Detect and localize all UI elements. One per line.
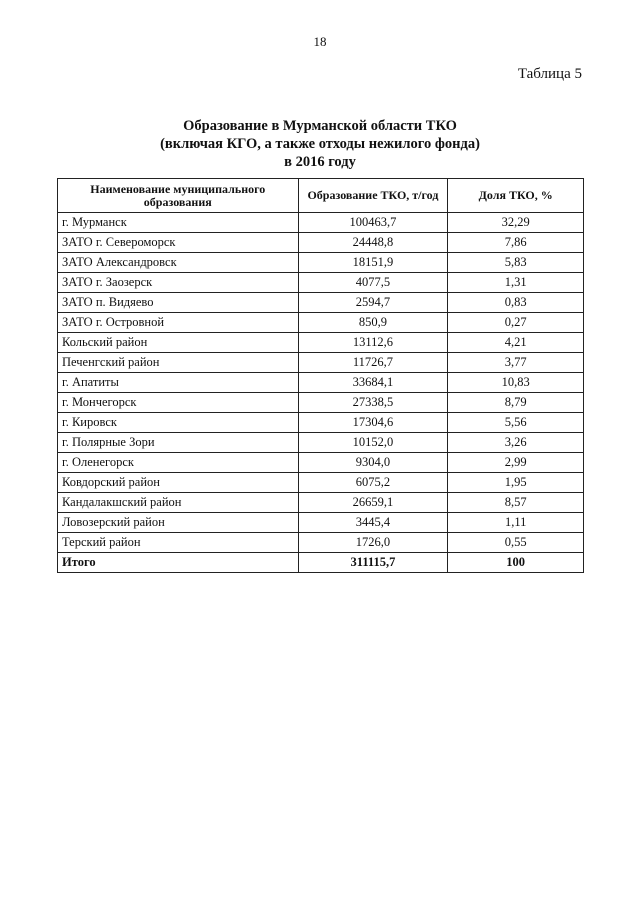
- page-number: 18: [313, 34, 327, 49]
- table-row: [58, 213, 584, 233]
- cell-volume: 10152,0: [298, 433, 448, 453]
- table-row: [58, 233, 584, 253]
- cell-share: 3,26: [448, 433, 584, 453]
- cell-volume: 27338,5: [298, 393, 448, 413]
- total-label: Итого: [58, 553, 299, 573]
- title-line-2: (включая КГО, а также отходы нежилого фонда): [160, 136, 480, 152]
- table-row: [58, 493, 584, 513]
- cell-municipality: г. Мончегорск: [58, 393, 299, 413]
- table-row: [58, 373, 584, 393]
- cell-volume: 9304,0: [298, 453, 448, 473]
- header-volume: Образование ТКО, т/год: [298, 179, 448, 213]
- cell-share: 3,77: [448, 353, 584, 373]
- table-row: [58, 513, 584, 533]
- cell-municipality: Печенгский район: [58, 353, 299, 373]
- cell-share: 8,57: [448, 493, 584, 513]
- cell-share: 8,79: [448, 393, 584, 413]
- table-row: [58, 273, 584, 293]
- cell-share: 2,99: [448, 453, 584, 473]
- cell-municipality: Терский район: [58, 533, 299, 553]
- cell-municipality: ЗАТО г. Островной: [58, 313, 299, 333]
- cell-share: 1,31: [448, 273, 584, 293]
- cell-volume: 6075,2: [298, 473, 448, 493]
- cell-share: 0,27: [448, 313, 584, 333]
- cell-share: 7,86: [448, 233, 584, 253]
- header-name: Наименование муниципального образования: [58, 179, 299, 213]
- cell-municipality: Ловозерский район: [58, 513, 299, 533]
- cell-volume: 17304,6: [298, 413, 448, 433]
- cell-volume: 24448,8: [298, 233, 448, 253]
- cell-municipality: г. Кировск: [58, 413, 299, 433]
- cell-municipality: Ковдорский район: [58, 473, 299, 493]
- cell-volume: 100463,7: [298, 213, 448, 233]
- cell-share: 4,21: [448, 333, 584, 353]
- cell-municipality: г. Полярные Зори: [58, 433, 299, 453]
- cell-municipality: Кандалакшский район: [58, 493, 299, 513]
- cell-share: 5,56: [448, 413, 584, 433]
- title-line-1: Образование в Мурманской области ТКО: [183, 118, 457, 134]
- cell-volume: 33684,1: [298, 373, 448, 393]
- cell-municipality: ЗАТО п. Видяево: [58, 293, 299, 313]
- cell-share: 0,55: [448, 533, 584, 553]
- cell-volume: 18151,9: [298, 253, 448, 273]
- table-row: [58, 253, 584, 273]
- table-label: Таблица 5: [517, 66, 582, 82]
- table-row: [58, 473, 584, 493]
- table-header-row: [58, 179, 584, 213]
- cell-volume: 13112,6: [298, 333, 448, 353]
- waste-table: [57, 178, 584, 573]
- table-row: [58, 353, 584, 373]
- table-row: [58, 313, 584, 333]
- header-share: Доля ТКО, %: [448, 179, 584, 213]
- table-row: [58, 433, 584, 453]
- cell-municipality: ЗАТО г. Североморск: [58, 233, 299, 253]
- total-share: 100: [448, 553, 584, 573]
- cell-municipality: г. Оленегорск: [58, 453, 299, 473]
- table-row: [58, 393, 584, 413]
- total-volume: 311115,7: [298, 553, 448, 573]
- cell-share: 1,11: [448, 513, 584, 533]
- cell-share: 32,29: [448, 213, 584, 233]
- cell-volume: 11726,7: [298, 353, 448, 373]
- cell-volume: 26659,1: [298, 493, 448, 513]
- table-row: [58, 333, 584, 353]
- cell-volume: 3445,4: [298, 513, 448, 533]
- cell-volume: 850,9: [298, 313, 448, 333]
- cell-municipality: г. Апатиты: [58, 373, 299, 393]
- cell-municipality: ЗАТО Александровск: [58, 253, 299, 273]
- cell-volume: 1726,0: [298, 533, 448, 553]
- title-line-3: в 2016 году: [284, 154, 356, 170]
- table-row: [58, 293, 584, 313]
- cell-municipality: ЗАТО г. Заозерск: [58, 273, 299, 293]
- cell-share: 5,83: [448, 253, 584, 273]
- table-row: [58, 533, 584, 553]
- table-row: [58, 453, 584, 473]
- cell-share: 10,83: [448, 373, 584, 393]
- cell-share: 1,95: [448, 473, 584, 493]
- document-title: [60, 117, 580, 171]
- table-row: [58, 413, 584, 433]
- total-row: [58, 553, 584, 573]
- cell-municipality: Кольский район: [58, 333, 299, 353]
- cell-volume: 2594,7: [298, 293, 448, 313]
- cell-volume: 4077,5: [298, 273, 448, 293]
- cell-share: 0,83: [448, 293, 584, 313]
- cell-municipality: г. Мурманск: [58, 213, 299, 233]
